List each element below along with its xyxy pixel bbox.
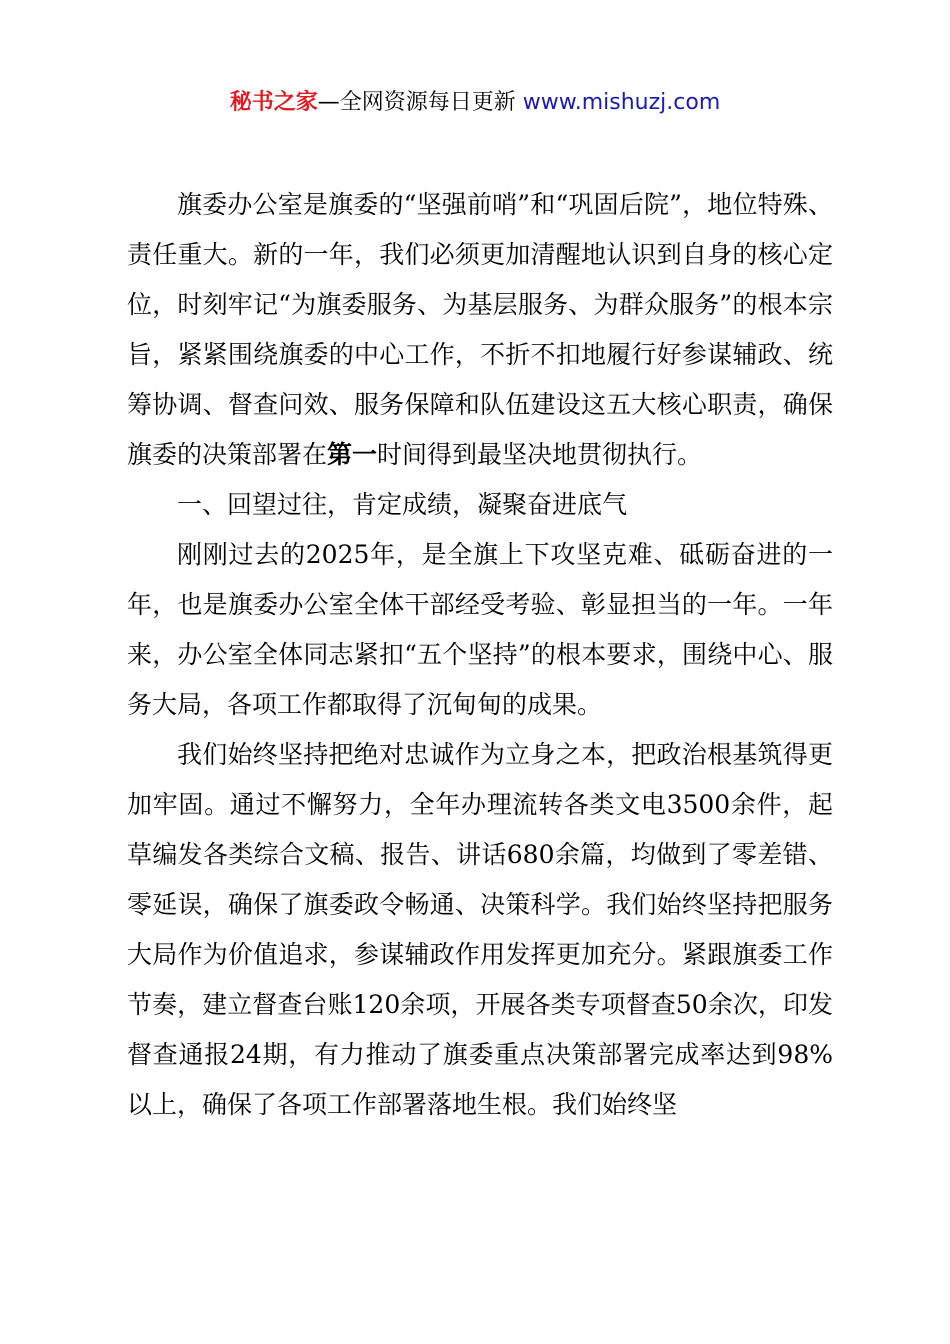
site-brand: 秘书之家 [229, 90, 318, 115]
site-url-link[interactable]: www.mishuzj.com [522, 90, 721, 115]
intro-paragraph [127, 180, 833, 480]
review-paragraph: 刚刚过去的2025年，是全旗上下攻坚克难、砥砺奋进的一年，也是旗委办公室全体干部经受考验、彰显担当的一年。一年来，办公室全体同志紧扣“五个坚持”的根本要求，围绕中心、服务大局，各项工作都取得了沉甸甸的成果。 [127, 540, 833, 719]
intro-text-end: 时间得到最坚决地贯彻执行。 [377, 440, 703, 469]
site-tagline: —全网资源每日更新 [317, 90, 523, 115]
site-header [0, 86, 950, 120]
section-heading: 一、回望过往，肯定成绩，凝聚奋进底气 [177, 490, 628, 519]
document-body [127, 180, 833, 1130]
intro-text-start: 旗委办公室是旗委的“坚强前哨”和“巩固后院”，地位特殊、责任重大。新的一年，我们必须更加清醒地认识到自身的核心定位，时刻牢记“为旗委服务、为基层服务、为群众服务”的根本宗旨，紧紧围绕旗委的中心工作，不折不扣地履行好参谋辅政、统筹协调、督查问效、服务保障和队伍建设这五大核心职责，确保旗委的决策部署在 [127, 190, 833, 469]
achievements-paragraph: 我们始终坚持把绝对忠诚作为立身之本，把政治根基筑得更加牢固。通过不懈努力，全年办理流转各类文电3500余件，起草编发各类综合文稿、报告、讲话680余篇，均做到了零差错、零延误，确保了旗委政令畅通、决策科学。我们始终坚持把服务大局作为价值追求，参谋辅政作用发挥更加充分。紧跟旗委工作节奏，建立督查台账120余项，开展各类专项督查50余次，印发督查通报24期，有力推动了旗委重点决策部署完成率达到98%以上，确保了各项工作部署落地生根。我们始终坚 [127, 740, 833, 1119]
intro-emphasis: 第一 [327, 440, 378, 469]
